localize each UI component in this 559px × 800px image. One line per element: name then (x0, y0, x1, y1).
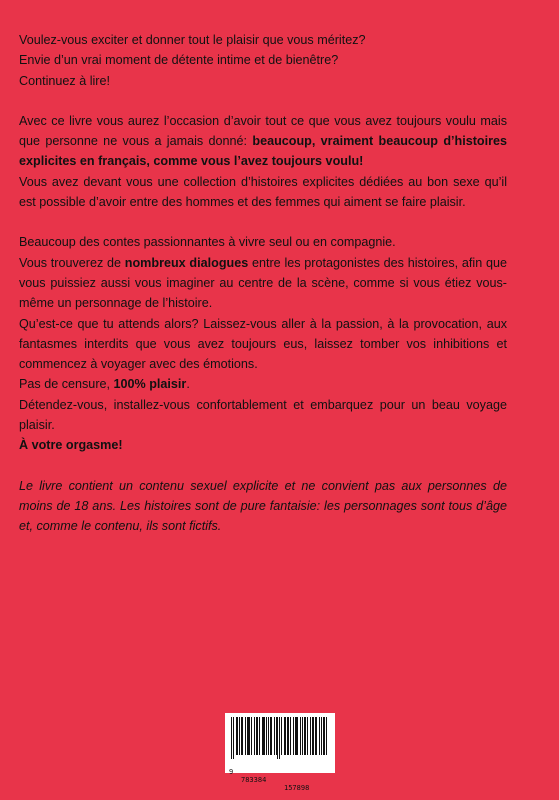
pleasure-bold-text: 100% plaisir (113, 377, 187, 392)
paragraph-gap (19, 212, 507, 232)
paragraph-relax: Détendez-vous, installez-vous confortablement et embarquez pour un beau voyage plaisir. (19, 397, 507, 433)
barcode-bar (296, 717, 297, 755)
disclaimer-text: Le livre contient un contenu sexuel explicite et ne convient pas aux personnes de moins de 18 ans. Les histoires sont de pure fantaisie: les personnages sont tous d’âge et, comme le contenu, ils sont fictifs. (19, 478, 507, 534)
barcode-bar (319, 717, 320, 755)
closing-line (19, 435, 507, 455)
barcode-number (225, 760, 335, 800)
barcode-bar (290, 717, 291, 755)
barcode-bar (315, 717, 316, 755)
barcode-bar (270, 717, 271, 755)
barcode-bar (263, 717, 264, 755)
barcode-bar (300, 717, 301, 755)
dialogues-text-end: entre les protagonistes des histoires, afin que vous puissiez aussi vous imaginer au centre de la scène, comme si vous étiez vous-même un personnage de l’histoire. (19, 255, 507, 311)
barcode-bar (310, 717, 311, 755)
barcode-bar (268, 717, 269, 755)
no-censure-text: Pas de censure, (19, 377, 114, 392)
barcode-bar (288, 717, 289, 755)
barcode-bar (251, 717, 252, 755)
dialogues-bold-text: nombreux dialogues (124, 255, 249, 270)
barcode-bar (312, 717, 313, 755)
barcode (225, 713, 335, 792)
barcode-bar (307, 717, 308, 755)
back-cover-text (19, 30, 507, 537)
barcode-bar (249, 717, 250, 755)
barcode-right-group: 157898 (284, 784, 310, 792)
no-censure-end: . (186, 377, 190, 392)
barcode-bars (231, 717, 329, 759)
barcode-bar (262, 717, 263, 755)
paragraph-gap (19, 456, 507, 476)
paragraph-no-censure (19, 374, 507, 394)
barcode-prefix: 9 (229, 768, 234, 776)
barcode-bar (237, 717, 238, 755)
barcode-bar (264, 717, 265, 755)
barcode-bar (279, 717, 280, 759)
barcode-bar (297, 717, 298, 755)
closing-bold-text: À votre orgasme! (19, 438, 123, 453)
barcode-bar (281, 717, 282, 755)
barcode-bar (326, 717, 327, 755)
barcode-bar (257, 717, 258, 755)
paragraph-dialogues (19, 253, 507, 314)
barcode-bar (266, 717, 267, 755)
barcode-bar (256, 717, 257, 755)
barcode-bar (302, 717, 303, 755)
barcode-bar (259, 717, 260, 755)
barcode-bar (305, 717, 306, 755)
intro-line-1: Voulez-vous exciter et donner tout le plaisir que vous méritez? (19, 33, 366, 47)
paragraph-gap (19, 91, 507, 111)
barcode-bar (293, 717, 294, 755)
barcode-bar (295, 717, 296, 755)
paragraph-book-offer (19, 111, 507, 172)
barcode-bar (254, 717, 255, 755)
offer-bold-text: beaucoup, vraiment beaucoup d’histoires explicites en français, comme vous l’avez toujours voulu! (19, 134, 507, 169)
paragraph-collection: Vous avez devant vous une collection d’histoires explicites dédiées au bon sexe qu’il est possible d’avoir entre des hommes et des femmes qui aiment se faire plaisir. (19, 174, 507, 210)
barcode-bar (245, 717, 246, 755)
barcode-bar (247, 717, 248, 755)
intro-line-2: Envie d’un vrai moment de détente intime et de bienêtre? (19, 53, 339, 68)
barcode-bar (313, 717, 314, 755)
barcode-bar (248, 717, 249, 755)
barcode-bar (324, 717, 325, 755)
barcode-bar (284, 717, 285, 755)
paragraph-tales: Beaucoup des contes passionnantes à vivre seul ou en compagnie. (19, 235, 396, 250)
barcode-left-group: 783384 (241, 776, 267, 784)
barcode-bar (287, 717, 288, 755)
barcode-bar (304, 717, 305, 755)
barcode-bar (316, 717, 317, 755)
barcode-bar (241, 717, 242, 755)
paragraph-passion: Qu’est-ce que tu attends alors? Laissez-vous aller à la passion, à la provocation, aux fantasmes interdits que vous avez toujours eus, laissez tomber vos inhibitions et commencez à voyager avec des émotions. (19, 316, 507, 372)
offer-text: Avec ce livre vous aurez l’occasion d’avoir tout ce que vous avez toujours voulu mais que personne ne vous a jamais donné: (19, 113, 507, 149)
barcode-bar (274, 717, 275, 755)
barcode-bar (276, 717, 277, 755)
dialogues-text-start: Vous trouverez de (19, 255, 125, 270)
barcode-bar (236, 717, 237, 755)
barcode-bar (242, 717, 243, 755)
barcode-bar (233, 717, 234, 759)
barcode-bar (271, 717, 272, 755)
barcode-bar (323, 717, 324, 755)
barcode-bar (285, 717, 286, 755)
barcode-bar (321, 717, 322, 755)
barcode-bar (231, 717, 232, 759)
barcode-bar (239, 717, 240, 755)
intro-line-3: Continuez à lire! (19, 73, 111, 88)
barcode-bar (277, 717, 278, 759)
